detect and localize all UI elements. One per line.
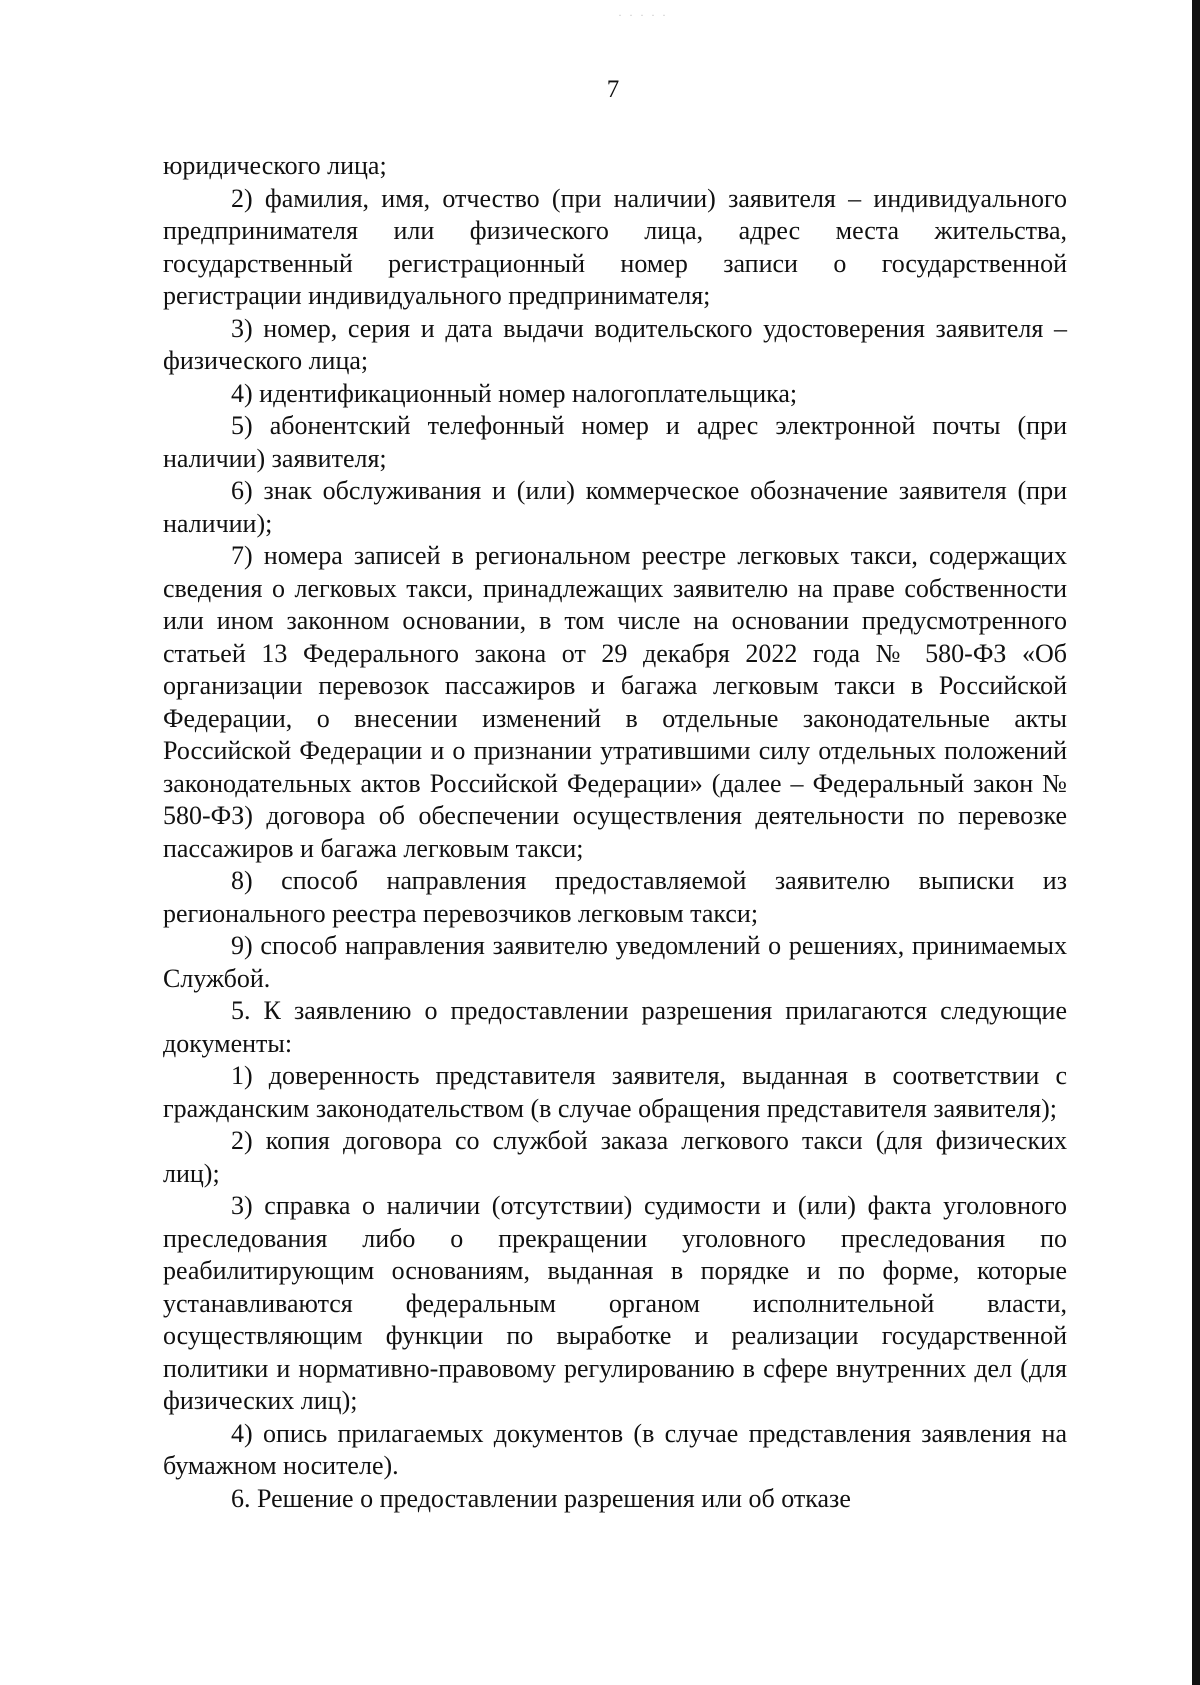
scan-artifact: · · · · · (618, 8, 668, 22)
list-item-8: 8) способ направления предоставляемой заявителю выписки из регионального реестра перевозчиков легковым такси; (163, 866, 1067, 928)
list-item-6: 6) знак обслуживания и (или) коммерческое обозначение заявителя (при наличии); (163, 476, 1067, 538)
list-item-4: 4) идентификационный номер налогоплательщика; (231, 378, 798, 408)
attachment-item-2: 2) копия договора со службой заказа легкового такси (для физических лиц); (163, 1126, 1067, 1188)
list-item-9: 9) способ направления заявителю уведомлений о решениях, принимаемых Службой. (163, 931, 1067, 993)
section-5: 5. К заявлению о предоставлении разрешения прилагаются следующие документы: (163, 996, 1067, 1058)
list-item-2: 2) фамилия, имя, отчество (при наличии) заявителя – индивидуального предпринимателя или физического лица, адрес места жительства, государственный регистрационный номер записи о государственной регистрации индивидуального предпринимателя; (163, 183, 1067, 310)
attachment-item-3: 3) справка о наличии (отсутствии) судимости и (или) факта уголовного преследования либо о прекращении уголовного преследования по реабилитирующим основаниям, выданная в порядке и по форме, которые устанавливаются федеральным органом исполнительной власти, осуществляющим функции по выработке и реализации государственной политики и нормативно-правовому регулированию в сфере внутренних дел (для физических лиц); (163, 1191, 1067, 1415)
page-number: 7 (606, 76, 620, 103)
paragraph-continuation: юридического лица; (163, 151, 387, 180)
list-item-7: 7) номера записей в региональном реестре легковых такси, содержащих сведения о легковых такси, принадлежащих заявителю на праве собственности или ином законном основании, в том числе на основании предусмотренного статьей 13 Федерального закона от 29 декабря 2022 года № 580-ФЗ «Об организации перевозок пассажиров и багажа легковым такси в Российской Федерации, о внесении изменений в отдельные законодательные акты Российской Федерации и о признании утратившими силу отдельных положений законодательных актов Российской Федерации» (далее – Федеральный закон № 580-ФЗ) договора об обеспечении осуществления деятельности по перевозке пассажиров и багажа легковым такси; (163, 541, 1067, 863)
list-item-5: 5) абонентский телефонный номер и адрес электронной почты (при наличии) заявителя; (163, 411, 1067, 473)
attachment-item-4: 4) опись прилагаемых документов (в случае представления заявления на бумажном носителе). (163, 1418, 1067, 1480)
attachment-item-1: 1) доверенность представителя заявителя, выданная в соответствии с гражданским законодательством (в случае обращения представителя заявителя); (163, 1061, 1067, 1123)
document-body (163, 150, 1067, 1515)
scan-edge (1192, 0, 1200, 1685)
list-item-3: 3) номер, серия и дата выдачи водительского удостоверения заявителя – физического лица; (163, 313, 1067, 375)
section-6: 6. Решение о предоставлении разрешения или об отказе (231, 1483, 851, 1513)
